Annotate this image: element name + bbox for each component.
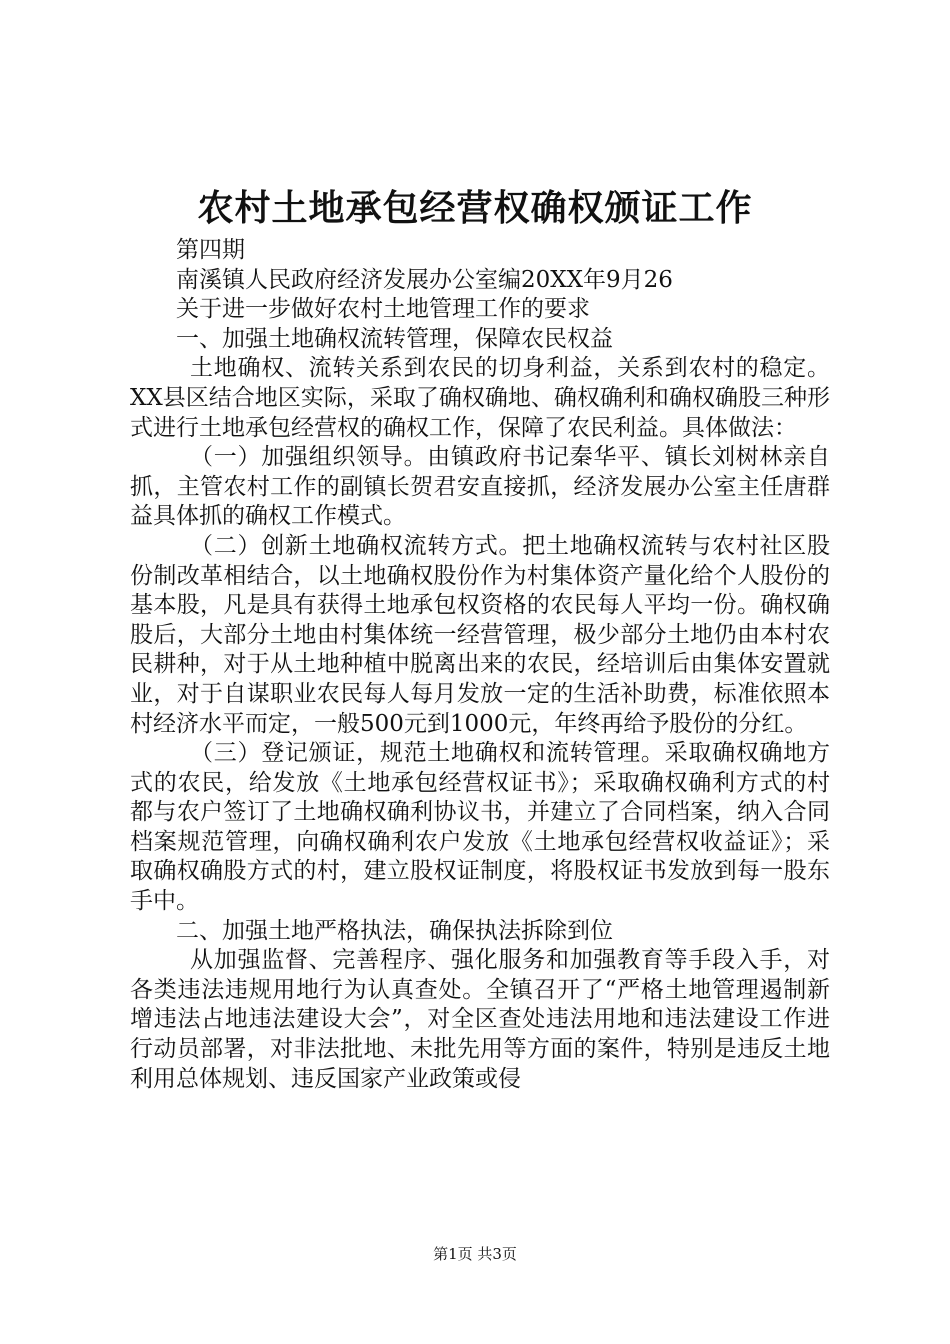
paragraph: （一）加强组织领导。由镇政府书记秦华平、镇长刘树林亲自抓，主管农村工作的副镇长贺君安直接抓，经济发展办公室主任唐群益具体抓的确权工作模式。 — [130, 444, 830, 530]
section-heading: 一、加强土地确权流转管理，保障农民权益 — [176, 325, 613, 352]
paragraph: 土地确权、流转关系到农民的切身利益，关系到农村的稳定。XX县区结合地区实际，采取了确权确地、确权确利和确权确股三种形式进行土地承包经营权的确权工作，保障了农民利益。具体做法： — [130, 355, 830, 441]
document-title: 农村土地承包经营权确权颁证工作 — [197, 188, 753, 229]
section-heading: 二、加强土地严格执法，确保执法拆除到位 — [176, 917, 613, 944]
paragraph: （三）登记颁证，规范土地确权和流转管理。采取确权确地方式的农民，给发放《土地承包经营权证书》；采取确权确利方式的村都与农户签订了土地确权确利协议书，并建立了合同档案，纳入合同档案规范管理，向确权确利农户发放《土地承包经营权收益证》；采取确权确股方式的村，建立股权证制度，将股权证书发放到每一股东手中。 — [130, 740, 830, 915]
paragraph: 从加强监督、完善程序、强化服务和加强教育等手段入手，对各类违法违规用地行为认真查处。全镇召开了“严格土地管理遏制新增违法占地违法建设大会”，对全区查处违法用地和违法建设工作进行动员部署，对非法批地、未批先用等方面的案件，特别是违反土地利用总体规划、违反国家产业政策或侵 — [130, 947, 830, 1092]
page-footer: 第1页 共3页 — [433, 1245, 517, 1263]
paragraph: 南溪镇人民政府经济发展办公室编20XX年9月26 — [176, 266, 673, 293]
paragraph: （二）创新土地确权流转方式。把土地确权流转与农村社区股份制改革相结合，以土地确权股份作为村集体资产量化给个人股份的基本股，凡是具有获得土地承包权资格的农民每人平均一份。确权确股后，大部分土地由村集体统一经营管理，极少部分土地仍由本村农民耕种，对于从土地种植中脱离出来的农民，经培训后由集体安置就业，对于自谋职业农民每人每月发放一定的生活补助费，标准依照本村经济水平而定，一般500元到1000元，年终再给予股份的分红。 — [130, 532, 830, 737]
document-body — [130, 236, 830, 1094]
paragraph: 关于进一步做好农村土地管理工作的要求 — [176, 296, 590, 323]
paragraph: 第四期 — [176, 237, 245, 263]
